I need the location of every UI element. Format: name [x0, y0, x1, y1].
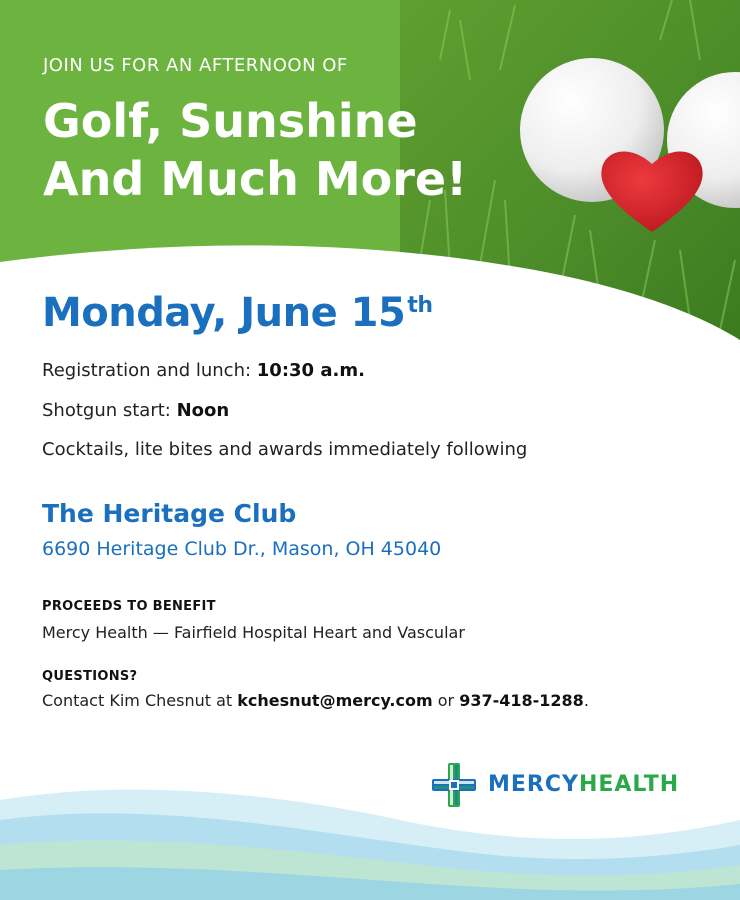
benefit-text: Mercy Health — Fairfield Hospital Heart and Vascular [42, 623, 465, 642]
venue-name: The Heritage Club [42, 499, 297, 528]
headline-line-2: And Much More! [43, 152, 468, 206]
registration-label: Registration and lunch: [42, 360, 257, 381]
contact-email[interactable]: kchesnut@mercy.com [237, 691, 433, 710]
mercy-cross-icon [430, 761, 478, 809]
event-date [42, 290, 433, 336]
registration-time: 10:30 a.m. [256, 360, 365, 381]
logo-word-mercy: MERCY [488, 772, 579, 797]
mercy-health-logo [430, 760, 720, 810]
questions-contact [42, 691, 589, 710]
hero-headline [43, 92, 467, 208]
registration-line [42, 360, 365, 381]
shotgun-time: Noon [176, 400, 230, 421]
shotgun-label: Shotgun start: [42, 400, 177, 421]
questions-label: QUESTIONS? [42, 669, 138, 684]
contact-phone[interactable]: 937-418-1288 [459, 691, 584, 710]
shotgun-line [42, 400, 229, 421]
contact-or: or [432, 691, 460, 710]
event-date-suffix: th [407, 292, 433, 318]
event-date-main: Monday, June 15 [42, 290, 406, 336]
logo-word-health: HEALTH [578, 772, 680, 797]
contact-prefix: Contact Kim Chesnut at [42, 691, 238, 710]
logo-wordmark [488, 772, 679, 797]
cocktails-line: Cocktails, lite bites and awards immediately following [42, 439, 528, 460]
contact-suffix: . [583, 691, 589, 710]
benefit-label: PROCEEDS TO BENEFIT [42, 599, 216, 614]
venue-address: 6690 Heritage Club Dr., Mason, OH 45040 [42, 538, 442, 560]
hero-kicker: JOIN US FOR AN AFTERNOON OF [43, 55, 348, 76]
headline-line-1: Golf, Sunshine [43, 94, 418, 148]
